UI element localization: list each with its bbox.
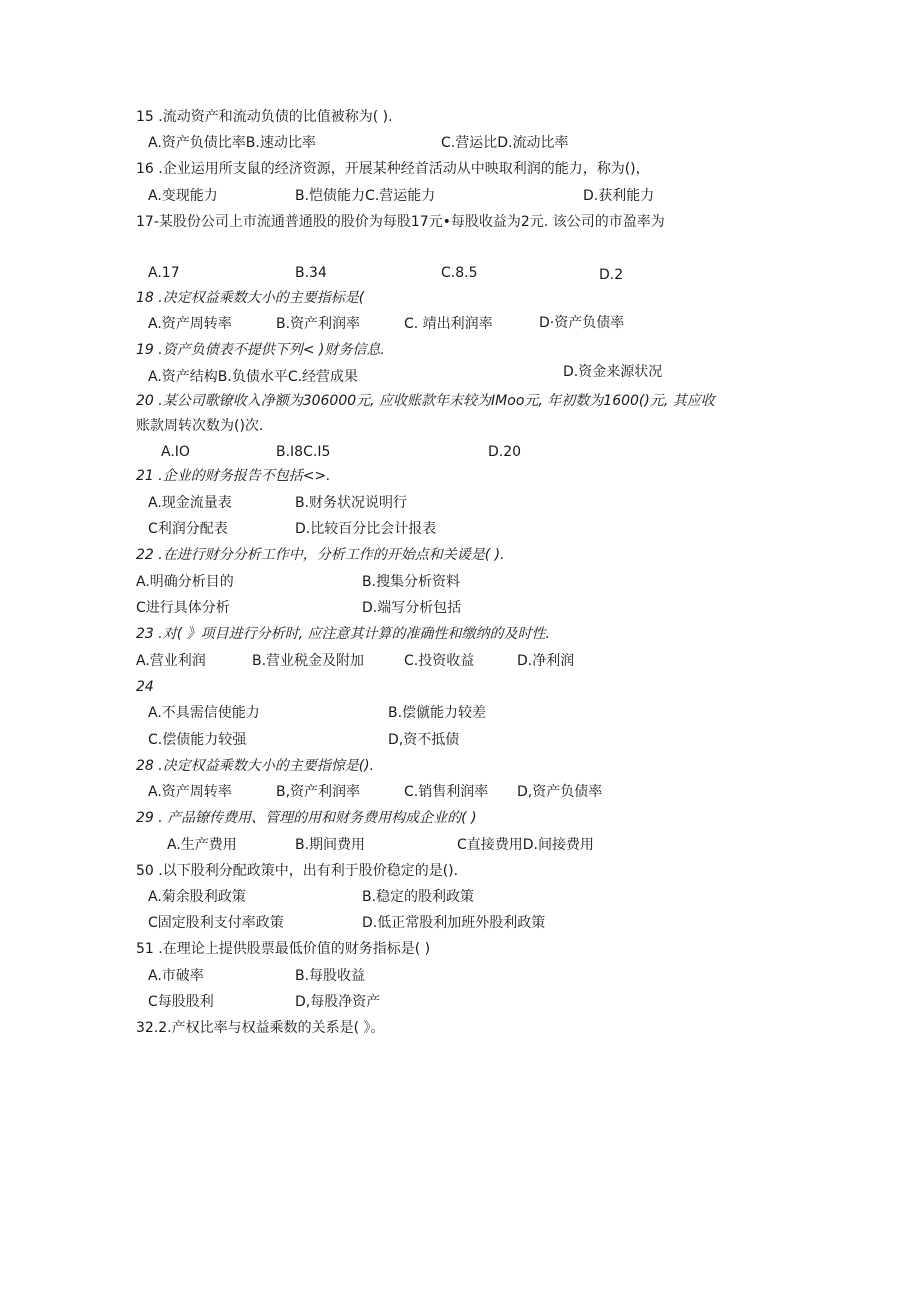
option-text: B.搜集分析资料 bbox=[362, 574, 461, 590]
option-text: B,资产利润率 bbox=[276, 784, 361, 800]
option-text: B.每股收益 bbox=[295, 968, 366, 984]
question-18: 18 .决定权益乘数大小的主要指标是( bbox=[136, 290, 365, 306]
option-text: C.营运比D.流动比率 bbox=[441, 135, 569, 151]
option-text: A.资产负债比率B.速动比率 bbox=[148, 135, 316, 151]
question-20-continued: 账款周转次数为()次. bbox=[136, 418, 264, 434]
option-text: B.恺债能力C.营运能力 bbox=[295, 188, 436, 204]
option-text: A.17 bbox=[148, 265, 180, 281]
option-text: C. 靖出利润率 bbox=[404, 316, 493, 332]
question-29: 29 . 产品镣传费用、管理的用和财务费用构成企业的( ) bbox=[136, 810, 477, 826]
question-22: 22 .在进行财分分析工作中，分析工作的开始点和关谖是( ). bbox=[136, 547, 505, 563]
option-text: D.端写分析包括 bbox=[362, 600, 462, 616]
option-text: D,每股净资产 bbox=[295, 994, 381, 1010]
option-text: B.期间费用 bbox=[295, 837, 366, 853]
option-text: C.投资收益 bbox=[404, 653, 475, 669]
option-text: A.变现能力 bbox=[148, 188, 218, 204]
option-text: D.净利润 bbox=[517, 653, 575, 669]
option-text: A.不具需信使能力 bbox=[148, 705, 260, 721]
question-15: 15 .流动资产和流动负债的比值被称为( ). bbox=[136, 109, 393, 125]
question-50: 50 .以下股利分配政策中，出有利于股价稳定的是(). bbox=[136, 863, 459, 879]
question-28: 28 .决定权益乘数大小的主要指惊是(). bbox=[136, 758, 375, 774]
option-text: C.8.5 bbox=[441, 265, 478, 281]
option-text: D.低正常股利加班外股利政策 bbox=[362, 915, 546, 931]
option-text: D.比较百分比会计报表 bbox=[295, 521, 437, 537]
option-text: C进行具体分析 bbox=[136, 600, 230, 616]
option-text: D·资产负债率 bbox=[539, 315, 625, 331]
option-text: A.资产周转率 bbox=[148, 316, 232, 332]
option-text: C固定股利支付率政策 bbox=[148, 915, 284, 931]
question-21: 21 .企业的财务报告不包括<>. bbox=[136, 468, 331, 484]
option-text: B.资产利润率 bbox=[276, 316, 361, 332]
question-17: 17-某股份公司上市流通普通股的股价为每股17元•每股收益为2元. 该公司的市盈率为 bbox=[136, 214, 665, 230]
question-51: 51 .在理论上提供股票最低价值的财务指标是( ) bbox=[136, 941, 431, 957]
option-text: B.34 bbox=[295, 265, 327, 281]
option-text: D.2 bbox=[599, 267, 624, 283]
option-text: D.获利能力 bbox=[583, 188, 655, 204]
option-text: D.20 bbox=[488, 444, 522, 460]
question-32: 32.2.产权比率与权益乘数的关系是( 》。 bbox=[136, 1020, 385, 1036]
option-text: C.销售利润率 bbox=[404, 784, 489, 800]
option-text: B.I8C.I5 bbox=[276, 444, 331, 460]
option-text: A.资产结构B.负债水平C.经营成果 bbox=[148, 369, 359, 385]
option-text: A.现金流量表 bbox=[148, 495, 232, 511]
option-text: C利润分配表 bbox=[148, 521, 228, 537]
question-19: 19 .资产负债表不提供下列< )财务信息. bbox=[136, 342, 385, 358]
option-text: C直接费用D.间接费用 bbox=[457, 837, 595, 853]
option-text: D,资不抵债 bbox=[388, 732, 460, 748]
option-text: B.稳定的股利政策 bbox=[362, 889, 475, 905]
option-text: B.财务状况说明行 bbox=[295, 495, 408, 511]
option-text: A.生产费用 bbox=[167, 837, 237, 853]
option-text: D.资金来源状况 bbox=[563, 364, 663, 380]
option-text: B.营业税金及附加 bbox=[252, 653, 365, 669]
question-23: 23 .对( 》项目进行分析时, 应注意其计算的准确性和缴纳的及时性. bbox=[136, 626, 550, 642]
option-text: A.营业利润 bbox=[136, 653, 206, 669]
question-20: 20 .某公司歌镣收入净额为306000元, 应收账款年末较为IMoo元, 年初数为1600()元, 其应收 bbox=[136, 393, 715, 409]
question-16: 16 .企业运用所支鼠的经济资源，开展某种经首活动从中映取利润的能力，称为()， bbox=[136, 161, 650, 177]
option-text: A.市破率 bbox=[148, 968, 204, 984]
option-text: A.资产周转率 bbox=[148, 784, 232, 800]
option-text: A.IO bbox=[161, 444, 190, 460]
option-text: A.明确分析目的 bbox=[136, 574, 234, 590]
option-text: B.偿僦能力较差 bbox=[388, 705, 487, 721]
option-text: C每股股利 bbox=[148, 994, 214, 1010]
question-24: 24 bbox=[136, 679, 154, 695]
option-text: A.菊余股利政策 bbox=[148, 889, 246, 905]
option-text: C.偿债能力较强 bbox=[148, 732, 247, 748]
option-text: D,资产负债率 bbox=[517, 784, 603, 800]
